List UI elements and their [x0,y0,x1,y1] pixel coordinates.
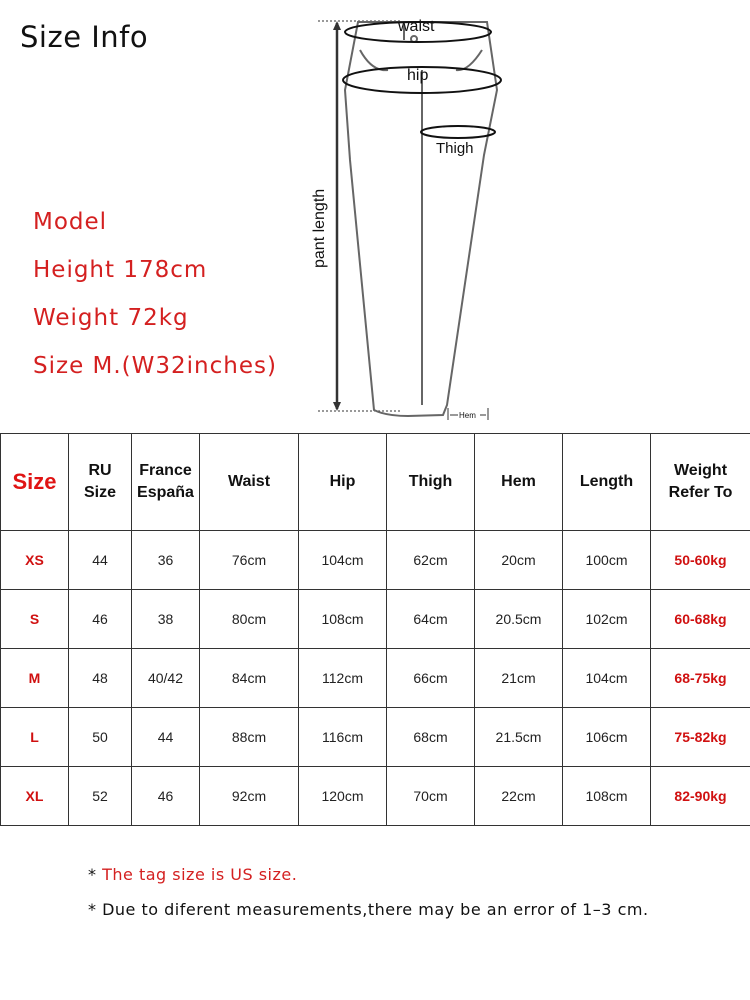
thigh-label: Thigh [436,140,474,157]
hem-cell: 22cm [475,767,563,826]
hem-cell: 20cm [475,531,563,590]
header-length: Length [563,434,651,531]
header-hem: Hem [475,434,563,531]
thigh-cell: 66cm [387,649,475,708]
tag-size-note-text: The tag size is US size. [102,865,298,884]
thigh-cell: 70cm [387,767,475,826]
weight-cell: 50-60kg [651,531,750,590]
length-cell: 106cm [563,708,651,767]
ru-cell: 46 [69,590,132,649]
fr-cell: 40/42 [132,649,200,708]
weight-cell: 60-68kg [651,590,750,649]
ru-cell: 50 [69,708,132,767]
weight-cell: 75-82kg [651,708,750,767]
fr-cell: 36 [132,531,200,590]
header-size: Size [1,434,69,531]
waist-cell: 88cm [200,708,299,767]
length-cell: 108cm [563,767,651,826]
thigh-cell: 62cm [387,531,475,590]
size-cell: XS [1,531,69,590]
length-cell: 100cm [563,531,651,590]
tag-size-note [88,865,649,900]
size-chart-table [0,433,750,826]
waist-cell: 92cm [200,767,299,826]
note-bullet: * [88,865,103,884]
page-title: Size Info [20,20,149,54]
waist-cell: 80cm [200,590,299,649]
size-cell: XL [1,767,69,826]
weight-cell: 82-90kg [651,767,750,826]
notes-section [88,865,649,920]
waist-cell: 76cm [200,531,299,590]
hem-cell: 21cm [475,649,563,708]
ru-cell: 44 [69,531,132,590]
thigh-ellipse [421,126,495,138]
table-row [1,531,750,590]
weight-cell: 68-75kg [651,649,750,708]
fr-cell: 38 [132,590,200,649]
hip-cell: 120cm [299,767,387,826]
header-hip: Hip [299,434,387,531]
thigh-cell: 68cm [387,708,475,767]
table-row [1,708,750,767]
table-header-row [1,434,750,531]
model-label: Model [33,209,108,235]
pant-length-guide [318,21,400,411]
hip-cell: 104cm [299,531,387,590]
thigh-cell: 64cm [387,590,475,649]
fr-cell: 44 [132,708,200,767]
size-cell: M [1,649,69,708]
ru-cell: 48 [69,649,132,708]
hem-label: Hem [459,411,476,420]
length-cell: 102cm [563,590,651,649]
fr-cell: 46 [132,767,200,826]
header-weight-refer-to: Weight Refer To [651,434,750,531]
hip-cell: 108cm [299,590,387,649]
pant-length-label: pant length [311,188,328,268]
hip-cell: 116cm [299,708,387,767]
header-thigh: Thigh [387,434,475,531]
header-waist: Waist [200,434,299,531]
size-cell: L [1,708,69,767]
header-ru-size: RU Size [69,434,132,531]
length-cell: 104cm [563,649,651,708]
hem-cell: 20.5cm [475,590,563,649]
hip-cell: 112cm [299,649,387,708]
table-row [1,767,750,826]
model-weight: Weight 72kg [33,305,189,331]
hem-cell: 21.5cm [475,708,563,767]
model-info [33,204,277,396]
waist-cell: 84cm [200,649,299,708]
model-size: Size M.(W32inches) [33,353,277,379]
size-cell: S [1,590,69,649]
model-height: Height 178cm [33,257,208,283]
table-row [1,649,750,708]
table-row [1,590,750,649]
header-france-espana: France España [132,434,200,531]
waist-label: waist [398,18,435,35]
measurement-error-note: * Due to diferent measurements,there may be an error of 1–3 cm. [88,900,649,919]
ru-cell: 52 [69,767,132,826]
pants-measurement-diagram [300,10,530,425]
hip-label: hip [407,67,429,84]
